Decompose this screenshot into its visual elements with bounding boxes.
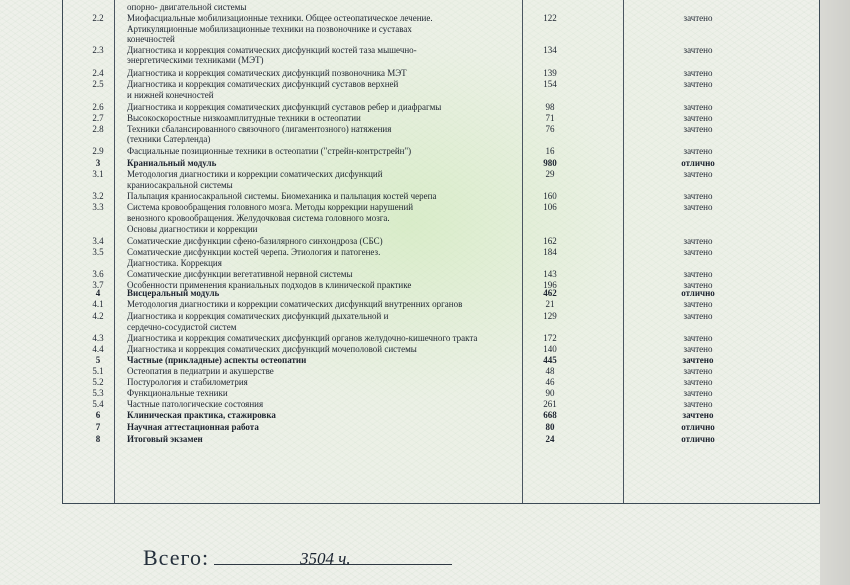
subject-name: Методология диагностики и коррекции соматических дисфункций внутренних органов bbox=[127, 299, 463, 309]
hours-value: 172 bbox=[543, 333, 557, 343]
grade-value: зачтено bbox=[683, 366, 713, 376]
grade-value: зачтено bbox=[683, 124, 713, 134]
grade-value: зачтено bbox=[683, 202, 713, 212]
subject-name: Постурология и стабилометрия bbox=[127, 377, 248, 387]
subject-name: Техники сбалансированного связочного (лигаментозного) натяжения bbox=[127, 124, 392, 134]
hours-value: 140 bbox=[543, 344, 557, 354]
grade-value: зачтено bbox=[683, 102, 713, 112]
grade-value: зачтено bbox=[683, 377, 713, 387]
subject-name: Диагностика и коррекция соматических дисфункций позвоночника МЭТ bbox=[127, 68, 407, 78]
hours-value: 154 bbox=[543, 79, 557, 89]
grade-value: зачтено bbox=[683, 333, 713, 343]
row-number: 5 bbox=[95, 355, 101, 365]
hours-value: 16 bbox=[545, 146, 555, 156]
hours-value: 134 bbox=[543, 45, 557, 55]
hours-value: 21 bbox=[545, 299, 555, 309]
subject-name: Висцеральный модуль bbox=[127, 288, 220, 298]
hours-value: 261 bbox=[543, 399, 557, 409]
grade-value: зачтено bbox=[683, 79, 713, 89]
hours-value: 462 bbox=[543, 288, 557, 298]
hours-value: 98 bbox=[545, 102, 555, 112]
row-number: 4.1 bbox=[92, 299, 104, 309]
grade-value: зачтено bbox=[683, 269, 713, 279]
grade-value: зачтено bbox=[683, 247, 713, 257]
row-number: 5.4 bbox=[92, 399, 104, 409]
hours-value: 196 bbox=[543, 280, 557, 290]
grade-value: зачтено bbox=[683, 299, 713, 309]
hours-value: 90 bbox=[545, 388, 555, 398]
row-number: 4 bbox=[95, 288, 101, 298]
subject-name: Миофасциальные мобилизационные техники. Общее остеопатическое лечение. bbox=[127, 13, 433, 23]
grade-value: зачтено bbox=[683, 169, 713, 179]
row-number: 4.4 bbox=[92, 344, 104, 354]
row-number: 3.7 bbox=[92, 280, 104, 290]
hours-value: 71 bbox=[545, 113, 555, 123]
subject-name: Краниальный модуль bbox=[127, 158, 217, 168]
row-number: 2.8 bbox=[92, 124, 104, 134]
grade-value: отлично bbox=[681, 422, 715, 432]
hours-value: 48 bbox=[545, 366, 555, 376]
row-number: 3.4 bbox=[92, 236, 104, 246]
hours-value: 80 bbox=[545, 422, 555, 432]
hours-value: 160 bbox=[543, 191, 557, 201]
row-number: 2.9 bbox=[92, 146, 104, 156]
row-number: 2.3 bbox=[92, 45, 104, 55]
subject-name: Клиническая практика, стажировка bbox=[127, 410, 276, 420]
row-number: 5.2 bbox=[92, 377, 104, 387]
subject-name: Диагностика и коррекция соматических дисфункций органов желудочно-кишечного тракта bbox=[127, 333, 478, 343]
row-number: 2.7 bbox=[92, 113, 104, 123]
grade-value: отлично bbox=[681, 434, 715, 444]
subject-name: опорно- двигательной системы bbox=[127, 2, 247, 12]
row-number: 4.3 bbox=[92, 333, 104, 343]
subject-name: Частные (прикладные) аспекты остеопатии bbox=[127, 355, 307, 365]
grade-value: отлично bbox=[681, 288, 715, 298]
subject-name: Частные патологические состояния bbox=[127, 399, 264, 409]
row-number: 3.2 bbox=[92, 191, 104, 201]
row-number: 2.4 bbox=[92, 68, 104, 78]
grade-value: зачтено bbox=[683, 13, 713, 23]
hours-value: 139 bbox=[543, 68, 557, 78]
subject-name: (техники Сатерленда) bbox=[127, 134, 211, 144]
subject-name: Диагностика и коррекция соматических дисфункций мочеполовой системы bbox=[127, 344, 417, 354]
subject-name: Фасциальные позиционные техники в остеопатии ("стрейн-контрстрейн") bbox=[127, 146, 412, 156]
hours-value: 76 bbox=[545, 124, 555, 134]
subject-name: Научная аттестационная работа bbox=[127, 422, 259, 432]
subject-name: краниосакральной системы bbox=[127, 180, 233, 190]
grade-value: зачтено bbox=[683, 113, 713, 123]
row-number: 2.5 bbox=[92, 79, 104, 89]
hours-value: 122 bbox=[543, 13, 557, 23]
grade-value: зачтено bbox=[683, 68, 713, 78]
subject-name: Высокоскоростные низкоамплитудные техники в остеопатии bbox=[127, 113, 361, 123]
subject-name: венозного кровообращения. Желудочковая система головного мозга. bbox=[127, 213, 390, 223]
column-divider bbox=[623, 0, 624, 503]
subject-name: энергетическими техниками (МЭТ) bbox=[127, 55, 264, 65]
subject-name: Диагностика и коррекция соматических дисфункций костей таза мышечно- bbox=[127, 45, 417, 55]
subject-name: Соматические дисфункции костей черепа. Этиология и патогенез. bbox=[127, 247, 381, 257]
subject-name: Диагностика. Коррекция bbox=[127, 258, 222, 268]
subject-name: Соматические дисфункции сфено-базилярного синхондроза (СБС) bbox=[127, 236, 383, 246]
subject-name: Итоговый экзамен bbox=[127, 434, 203, 444]
row-number: 6 bbox=[95, 410, 101, 420]
grade-value: зачтено bbox=[682, 410, 714, 420]
hours-value: 143 bbox=[543, 269, 557, 279]
subjects-table bbox=[62, 0, 820, 504]
grade-value: зачтено bbox=[683, 45, 713, 55]
grade-value: зачтено bbox=[683, 236, 713, 246]
row-number: 8 bbox=[95, 434, 101, 444]
hours-value: 29 bbox=[545, 169, 555, 179]
hours-value: 46 bbox=[545, 377, 555, 387]
subject-name: Диагностика и коррекция соматических дисфункций суставов ребер и диафрагмы bbox=[127, 102, 442, 112]
subject-name: сердечно-сосудистой систем bbox=[127, 322, 237, 332]
grade-value: зачтено bbox=[683, 311, 713, 321]
row-number: 2.6 bbox=[92, 102, 104, 112]
subject-name: Пальпация краниосакральной системы. Биомеханика и пальпация костей черепа bbox=[127, 191, 437, 201]
grade-value: зачтено bbox=[682, 355, 714, 365]
hours-value: 445 bbox=[543, 355, 557, 365]
row-number: 3.5 bbox=[92, 247, 104, 257]
row-number: 3.1 bbox=[92, 169, 104, 179]
grade-value: зачтено bbox=[683, 388, 713, 398]
grade-value: зачтено bbox=[683, 344, 713, 354]
subject-name: Основы диагностики и коррекции bbox=[127, 224, 258, 234]
hours-value: 24 bbox=[545, 434, 555, 444]
row-number: 3.3 bbox=[92, 202, 104, 212]
hours-value: 162 bbox=[543, 236, 557, 246]
row-number: 3 bbox=[95, 158, 101, 168]
subject-name: Соматические дисфункции вегетативной нервной системы bbox=[127, 269, 353, 279]
subject-name: Остеопатия в педиатрии и акушерстве bbox=[127, 366, 274, 376]
subject-name: Методология диагностики и коррекции соматических дисфункций bbox=[127, 169, 383, 179]
subject-name: и нижней конечностей bbox=[127, 90, 214, 100]
grade-value: отлично bbox=[681, 158, 715, 168]
hours-value: 129 bbox=[543, 311, 557, 321]
row-number: 3.6 bbox=[92, 269, 104, 279]
grade-value: зачтено bbox=[683, 191, 713, 201]
row-number: 5.3 bbox=[92, 388, 104, 398]
hours-value: 106 bbox=[543, 202, 557, 212]
hours-value: 980 bbox=[543, 158, 557, 168]
total-label: Всего: bbox=[143, 545, 210, 570]
row-number: 2.2 bbox=[92, 13, 104, 23]
hours-value: 668 bbox=[543, 410, 557, 420]
subject-name: конечностей bbox=[127, 34, 175, 44]
page-edge bbox=[820, 0, 850, 585]
subject-name: Особенности применения краниальных подходов в клинической практике bbox=[127, 280, 412, 290]
hours-value: 184 bbox=[543, 247, 557, 257]
grade-value: зачтено bbox=[683, 280, 713, 290]
row-number: 4.2 bbox=[92, 311, 104, 321]
row-number: 5.1 bbox=[92, 366, 104, 376]
subject-name: Диагностика и коррекция соматических дисфункций суставов верхней bbox=[127, 79, 399, 89]
total-hours-value: 3504 ч. bbox=[300, 549, 351, 568]
grade-value: зачтено bbox=[683, 399, 713, 409]
subject-name: Система кровообращения головного мозга. Методы коррекции нарушений bbox=[127, 202, 414, 212]
subject-name: Функциональные техники bbox=[127, 388, 228, 398]
subject-name: Диагностика и коррекция соматических дисфункций дыхательной и bbox=[127, 311, 389, 321]
row-number: 7 bbox=[95, 422, 101, 432]
subject-name: Артикуляционные мобилизационные техники на позвоночнике и суставах bbox=[127, 24, 412, 34]
grade-value: зачтено bbox=[683, 146, 713, 156]
